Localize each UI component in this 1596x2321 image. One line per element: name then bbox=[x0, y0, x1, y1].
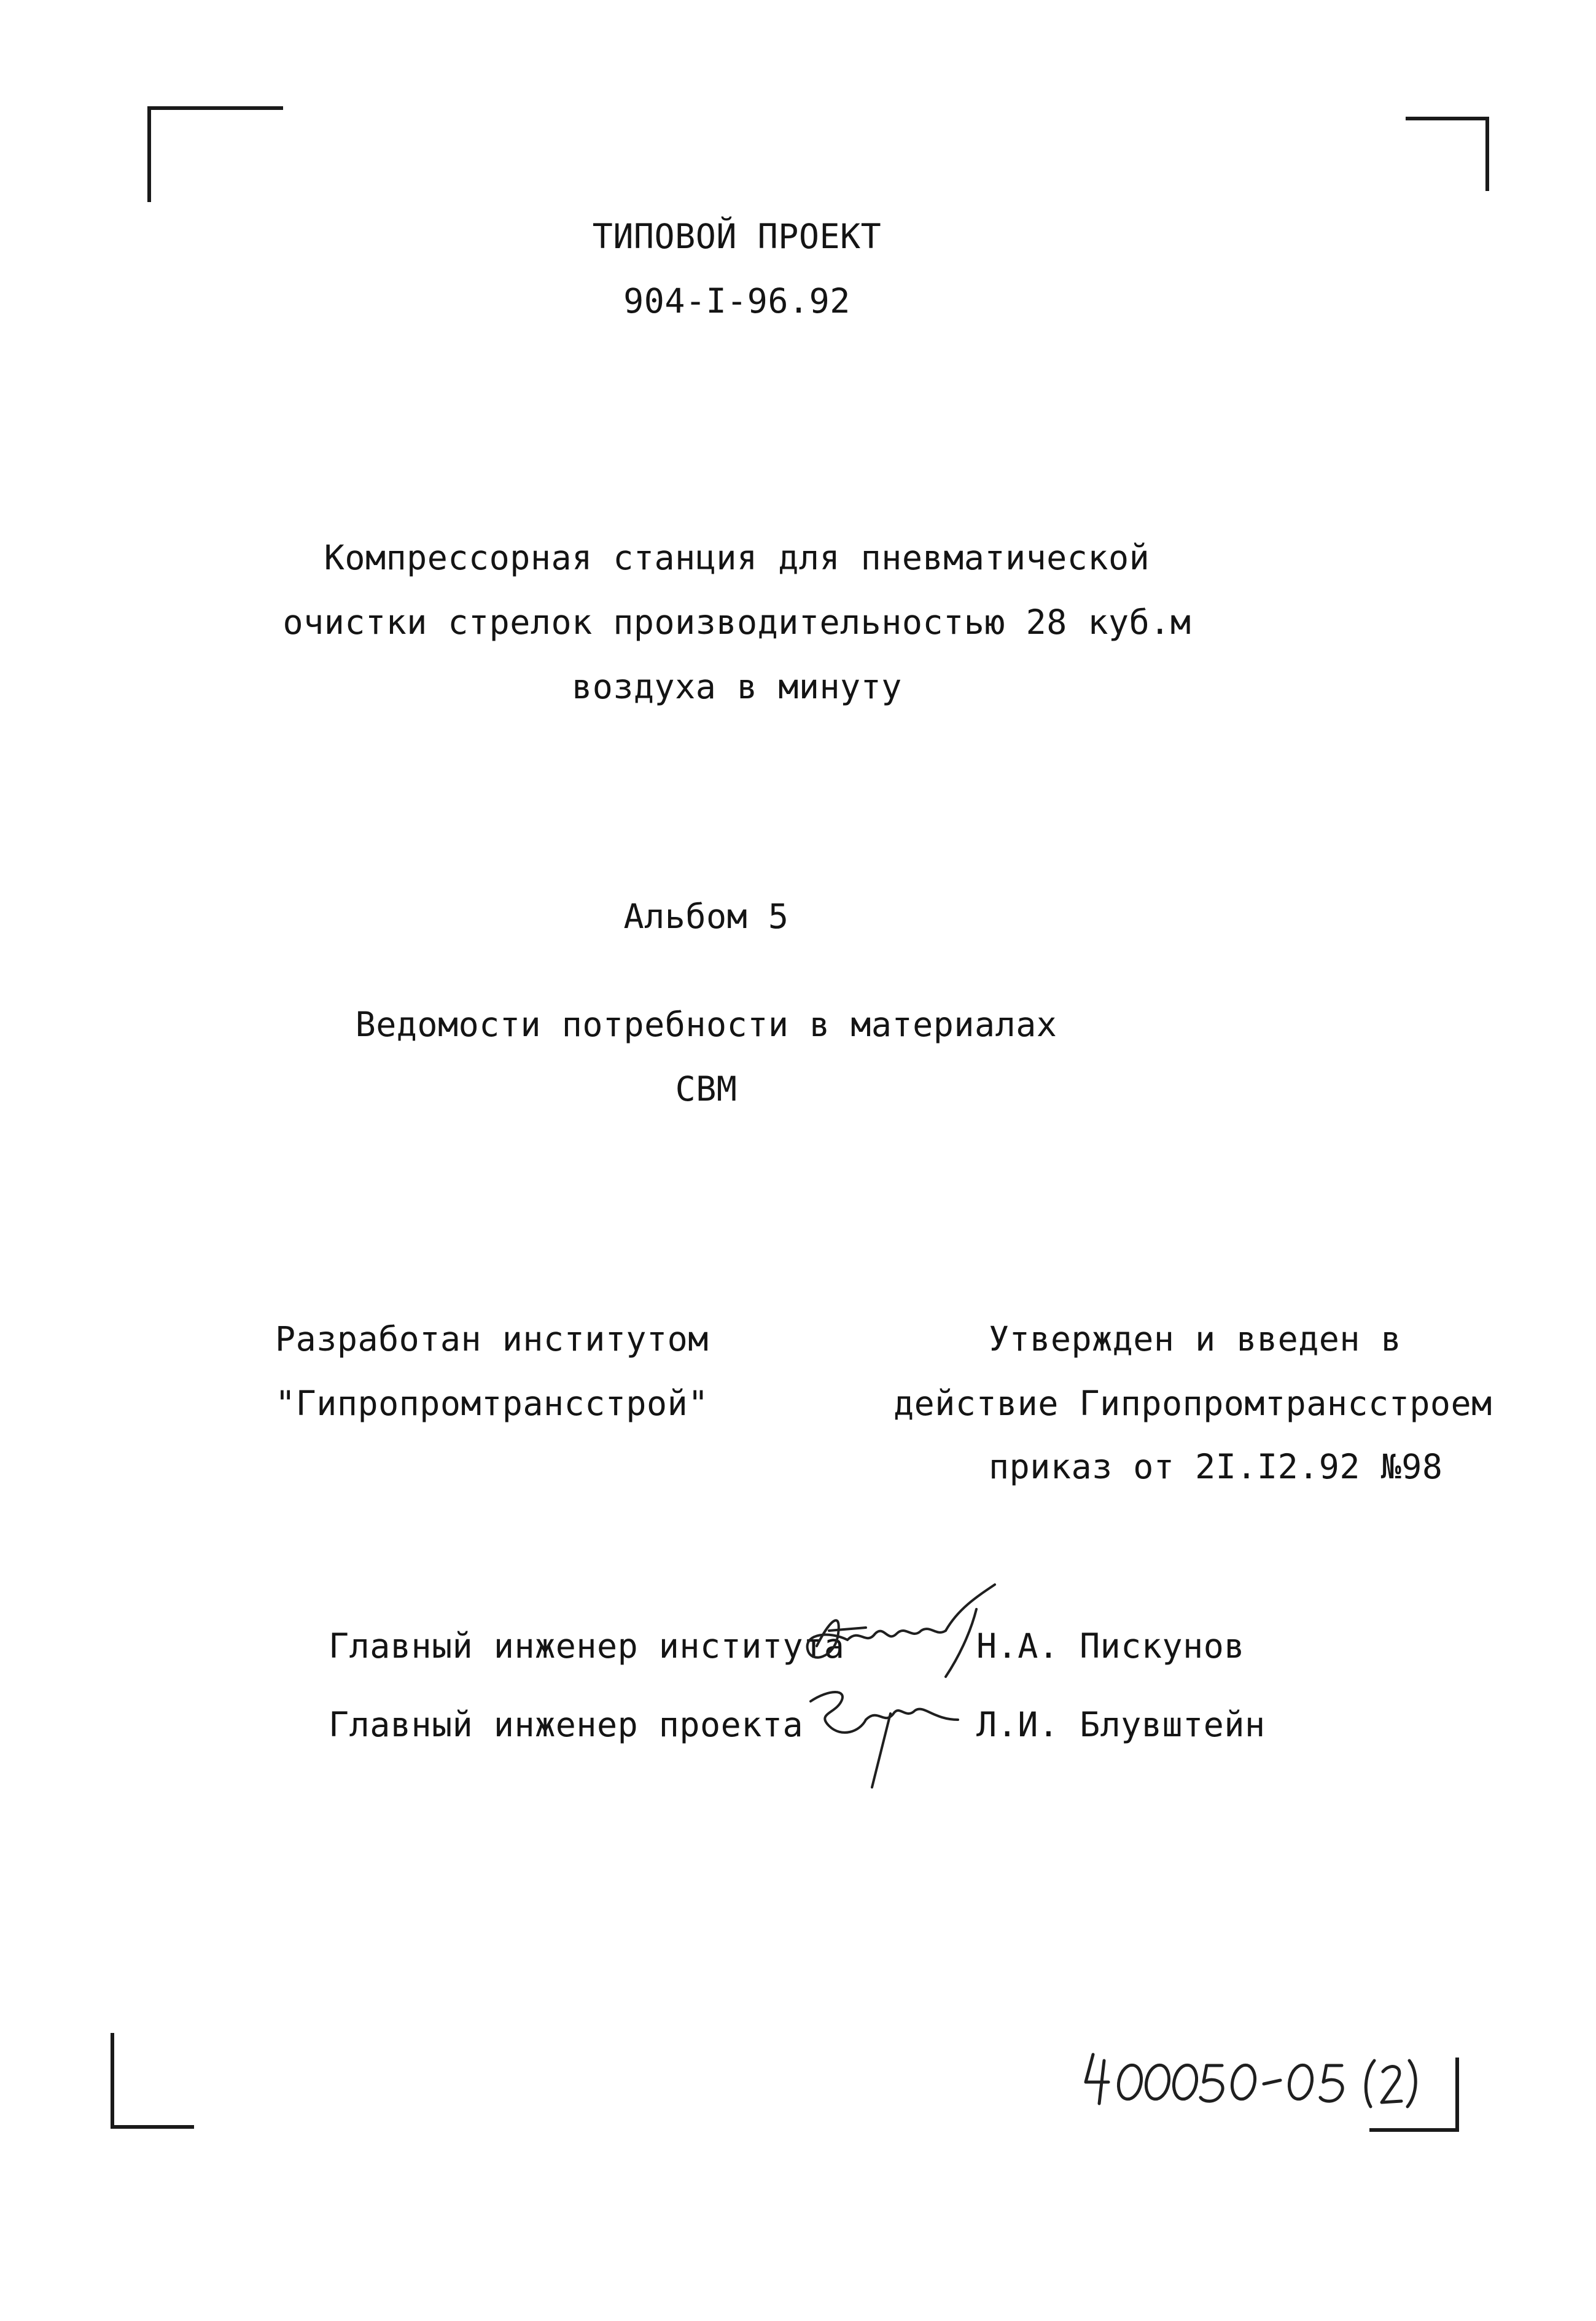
description-line-3: воздуха в минуту bbox=[572, 667, 902, 706]
corner-mark-top-left bbox=[147, 106, 283, 202]
album-label: Альбом 5 bbox=[623, 897, 789, 936]
approval-line-2: действие Гипропромтрансстроем bbox=[893, 1384, 1492, 1423]
signatory-role-1: Главный инженер института bbox=[329, 1626, 845, 1666]
signatory-role-2: Главный инженер проекта bbox=[329, 1705, 804, 1744]
signature-chief-engineer-project bbox=[792, 1677, 976, 1793]
album-subtitle-line-1: Ведомости потребности в материалах bbox=[355, 1005, 1057, 1044]
corner-mark-bottom-left bbox=[111, 2033, 194, 2129]
description-line-1: Компрессорная станция для пневматической bbox=[324, 538, 1150, 577]
document-title: ТИПОВОЙ ПРОЕКТ bbox=[592, 217, 882, 256]
developer-line-2: "Гипропромтрансстрой" bbox=[275, 1384, 709, 1423]
project-code: 904-I-96.92 bbox=[623, 281, 851, 321]
developer-line-1: Разработан институтом bbox=[275, 1319, 709, 1359]
approval-line-1: Утвержден и введен в bbox=[989, 1319, 1402, 1359]
approval-line-3: приказ от 2I.I2.92 №98 bbox=[989, 1447, 1443, 1486]
album-subtitle-line-2: СВМ bbox=[675, 1069, 738, 1109]
handwritten-archive-stamp bbox=[1081, 2048, 1425, 2116]
corner-mark-top-right bbox=[1406, 117, 1489, 191]
description-line-2: очистки стрелок производительностью 28 куб.м bbox=[282, 603, 1191, 642]
signatory-name-2: Л.И. Блувштейн bbox=[976, 1705, 1266, 1744]
signatory-name-1: Н.А. Пискунов bbox=[976, 1626, 1245, 1666]
